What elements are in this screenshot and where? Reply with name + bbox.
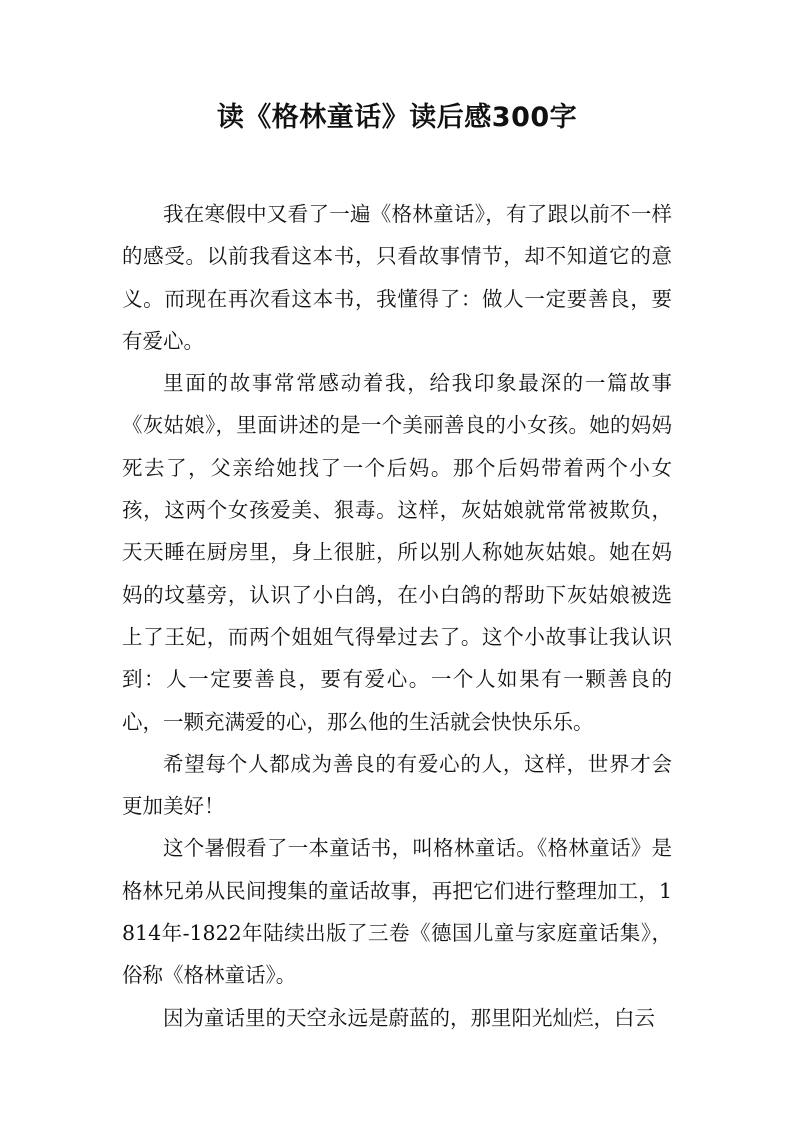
paragraph: 这个暑假看了一本童话书，叫格林童话。《格林童话》是格林兄弟从民间搜集的童话故事，再把它们进行整理加工，1814年-1822年陆续出版了三卷《德国儿童与家庭童话集》，俗称《格林童话》。 [122,836,672,988]
document-title: 读《格林童话》读后感300字 [216,102,578,133]
paragraph: 我在寒假中又看了一遍《格林童话》，有了跟以前不一样的感受。以前我看这本书，只看故事情节，却不知道它的意义。而现在再次看这本书，我懂得了：做人一定要善良，要有爱心。 [122,202,672,353]
paragraph: 里面的故事常常感动着我，给我印象最深的一篇故事《灰姑娘》，里面讲述的是一个美丽善良的小女孩。她的妈妈死去了，父亲给她找了一个后妈。那个后妈带着两个小女孩，这两个女孩爱美、狠毒。这样，灰姑娘就常常被欺负，天天睡在厨房里，身上很脏，所以别人称她灰姑娘。她在妈妈的坟墓旁，认识了小白鸽，在小白鸽的帮助下灰姑娘被选上了王妃，而两个姐姐气得晕过去了。这个小故事让我认识到：人一定要善良，要有爱心。一个人如果有一颗善良的心，一颗充满爱的心，那么他的生活就会快快乐乐。 [122,371,672,734]
paragraph: 希望每个人都成为善良的有爱心的人，这样，世界才会更加美好！ [122,751,672,819]
paragraph: 因为童话里的天空永远是蔚蓝的，那里阳光灿烂，白云 [163,1005,655,1030]
document-body [122,193,672,1039]
